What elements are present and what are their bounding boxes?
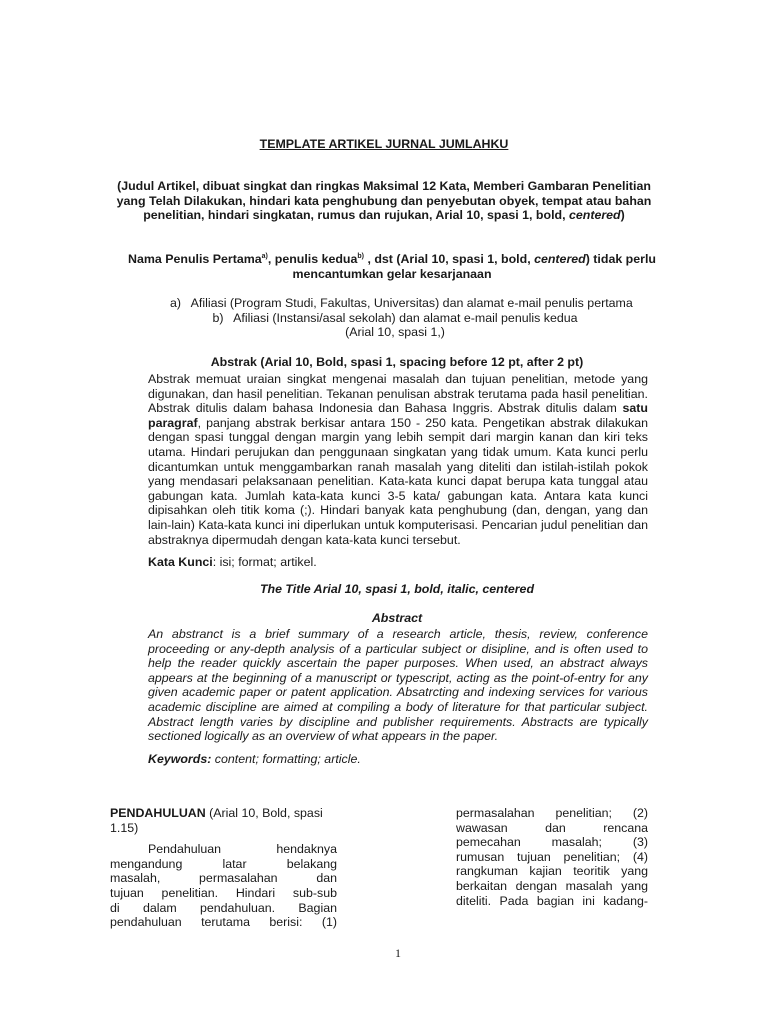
abstrak-heading: Abstrak (Arial 10, Bold, spasi 1, spacing before 12 pt, after 2 pt) [210,355,584,369]
pendahuluan-heading-line [110,806,337,835]
left-column [110,806,337,930]
author-line [112,252,672,281]
right-column [456,806,648,908]
author-italic: centered [534,252,586,266]
right-line: pemecahan masalah; (3) [456,835,648,850]
right-line: diteliti. Pada bagian ini kadang- [456,893,648,908]
document-title: TEMPLATE ARTIKEL JURNAL JUMLAHKU [259,137,509,151]
english-title: The Title Arial 10, spasi 1, bold, italic, centered [259,582,535,596]
kata-kunci-value: : isi; format; artikel. [212,555,317,569]
keywords-label: Keywords: [148,752,212,766]
author-first: Nama Penulis Pertama [128,252,262,266]
abstrak-body [148,372,648,547]
abstrak-body-part-2: , panjang abstrak berkisar antara 150 - 250 kata. Pengetikan abstrak dilakukan dengan spasi tunggal dengan margin yang lebih sempit dari margin kanan dan kiri teks utama. Hindari perujukan dan penggunaan singkatan yang tidak umum. Kata kunci perlu dicantumkan untuk menggambarkan ranah masalah yang diteliti dan istilah-istilah pokok yang mendasari pelaksanaan penelitian. Kata-kata kunci dapat berupa kata tunggal atau gabungan kata. Jumlah kata-kata kunci 3-5 kata/ gabungan kata. Antara kata kunci dipisahkan oleh titik koma (;). Hindari banyak kata penghubung (dan, dengan, yang dan lain-lain) Kata-kata kunci ini diperlukan untuk komputerisasi. Pencarian judul penelitian dan abstraknya dipermudah dengan kata-kata kunci tersebut. [148,415,648,547]
english-abstract-heading: Abstract [371,611,423,625]
left-line: masalah, permasalahan dan [110,871,337,886]
article-title-text: (Judul Artikel, dibuat singkat dan ringkas Maksimal 12 Kata, Memberi Gambaran Penelitian yang Telah Dilakukan, hindari kata penghubung dan penyebutan obyek, tempat atau bahan penelitian, hindari singkatan, rumus dan rujukan, Arial 10, spasi 1, bold, [116,179,652,223]
affiliation-b: b) Afiliasi (Instansi/asal sekolah) dan alamat e-mail penulis kedua [212,311,578,325]
author-rest: , dst (Arial 10, spasi 1, bold, [364,252,535,266]
kata-kunci-line [148,555,317,570]
author-sup-a: a) [261,253,268,260]
right-line: rangkuman kajian teoritik yang [456,864,648,879]
left-line: pendahuluan terutama berisi: (1) [110,915,337,930]
affiliation-note: (Arial 10, spasi 1,) [345,325,445,339]
affiliation-a: a) Afiliasi (Program Studi, Fakultas, Universitas) dan alamat e-mail penulis pertama [170,296,633,310]
author-sup-b: b) [357,253,364,260]
page-number: 1 [395,946,401,960]
abstrak-body-part-1: Abstrak memuat uraian singkat mengenai masalah dan tujuan penelitian, metode yang digunakan, dan hasil penelitian. Tekanan penulisan abstrak terutama pada hasil penelitian. Abstrak ditulis dalam bahasa Indonesia dan Bahasa Inggris. Abstrak ditulis dalam [148,372,648,416]
author-second: , penulis kedua [267,252,358,266]
left-line: Pendahuluan hendaknya [148,842,337,857]
left-line: tujuan penelitian. Hindari sub-sub [110,885,337,900]
right-line: wawasan dan rencana [456,820,648,835]
right-line: permasalahan penelitian; (2) [456,806,648,820]
author-end: ) tidak perlu mencantumkan gelar kesarjanaan [292,252,656,281]
right-line: berkaitan dengan masalah yang [456,878,648,893]
article-title-italic: centered [568,208,621,223]
kata-kunci-label: Kata Kunci [148,555,213,569]
article-title-end: ) [620,208,625,223]
pendahuluan-heading-note: (Arial 10, Bold, spasi 1.15) [110,806,323,835]
right-line: rumusan tujuan penelitian; (4) [456,849,648,864]
english-abstract-body: An abstranct is a brief summary of a research article, thesis, review, conference proceeding or any-depth analysis of a particular subject or disipline, and is often used to help the reader quickly ascertain the paper purposes. When used, an abstract always appears at the beginning of a manuscript or typescript, acting as the point-of-entry for any given academic paper or patent application. Absatrcting and indexing services for various academic discipline are aimed at compiling a body of literature for that particular subject. Abstract length varies by discipline and publisher requirements. Abstracts are typically sectioned logically as an overview of what appears in the paper. [148,627,648,744]
left-line: mengandung latar belakang [110,856,337,871]
article-title-instruction [112,179,656,223]
abstrak-body-bold: satu paragraf [148,401,648,430]
keywords-line [148,752,361,767]
keywords-value: content; formatting; article. [211,752,361,766]
pendahuluan-heading: PENDAHULUAN [110,806,206,820]
left-line: di dalam pendahuluan. Bagian [110,900,337,915]
